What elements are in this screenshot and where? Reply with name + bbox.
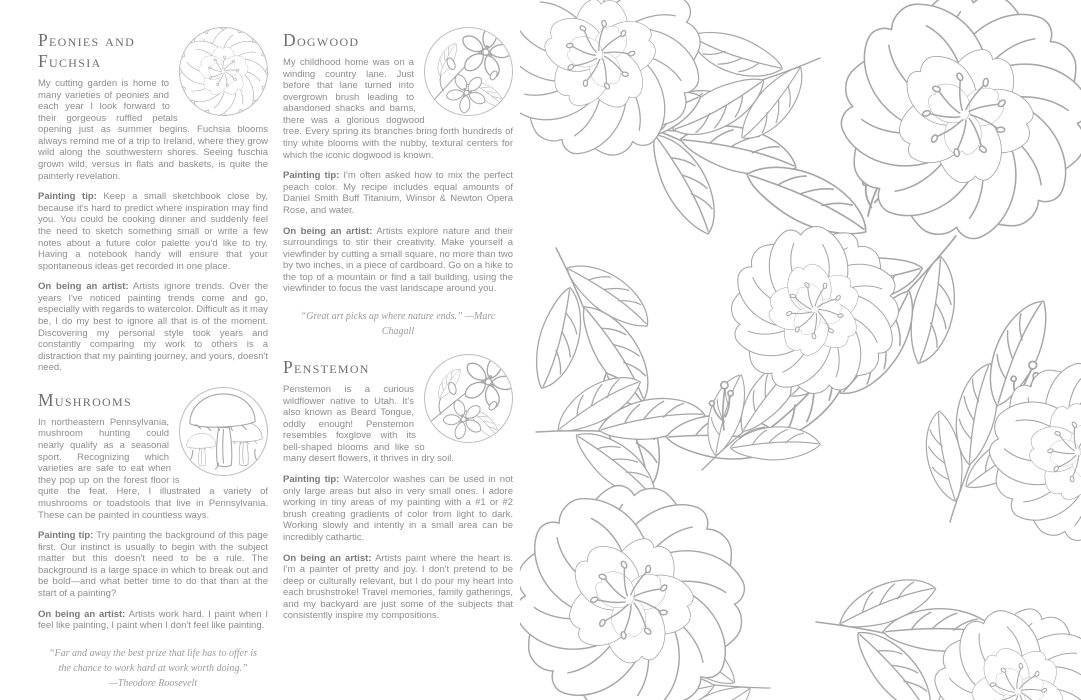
intro-paragraph: My cutting garden is home to many varieties of peonies and each year I look forward to their gorgeous ruffled petals opening just as summer begins. Fuchsia blooms always remind me of a trip to Ireland, where they grow wild along the southwestern shores. Seeing fuschia grown wild, versus in flats and baskets, is quite the painterly revelation. — [38, 78, 268, 182]
artist-paragraph — [38, 609, 268, 632]
painting-tip-label: Painting tip: — [38, 530, 94, 542]
chagall-quote — [289, 309, 507, 339]
painting-tip-text: Keep a small sketchbook close by, because it's hard to predict where inspiration may find you. You could be cooking dinner and suddenly feel the need to sketch something small or write a few notes about a future color palette you'd like to try. Having a notebook handy will ensure that your spontaneous ideas get recorded in one place. — [38, 191, 268, 272]
artist-text: Artists explore nature and their surroundings to stir their creativity. Make yourself a viewfinder by cutting a small square, no more than two by two inches, in a piece of cardboard. Go on a hike to the top of a mountain or find a tall building, using the viewfinder to focus the vast landscape around you. — [283, 225, 513, 295]
right-page — [520, 0, 1081, 700]
painting-tip-label: Painting tip: — [38, 191, 97, 203]
mushrooms-thumbnail-icon — [179, 387, 268, 476]
section-heading: Mushrooms — [38, 389, 132, 410]
penstemon-thumbnail-icon — [424, 354, 513, 443]
painting-tip-label: Painting tip: — [283, 474, 340, 486]
artist-text: Artists work hard. I paint when I feel like painting, I paint when I don't feel like painting. — [38, 608, 268, 632]
quote-text: “Great art picks up where nature ends.” —Marc Chagall — [300, 310, 496, 337]
dogwood-thumbnail-icon — [424, 27, 513, 116]
section-heading: Dogwood — [283, 30, 360, 50]
intro-paragraph: My childhood home was on a winding country lane. Just before that lane turned into overgrown brush leading to abandoned shacks and barns, there was a glorious dogwood tree. Every spring its branches bring forth hundreds of tiny white blooms with the nubby, textural centers for which the iconic dogwood is known. — [283, 57, 513, 161]
roosevelt-quote — [44, 646, 262, 691]
left-page — [0, 0, 520, 700]
painting-tip-paragraph — [38, 530, 268, 599]
painting-tip-label: Painting tip: — [283, 170, 340, 182]
artist-label: On being an artist: — [38, 281, 129, 293]
section-mushrooms — [38, 390, 268, 691]
left-column — [38, 30, 268, 700]
peony-thumbnail-icon — [179, 27, 268, 116]
artist-label: On being an artist: — [38, 608, 126, 620]
right-column — [283, 30, 513, 700]
quote-text: “Far and away the best prize that life has to offer is the chance to work hard at work worth doing.” — [48, 647, 258, 674]
painting-tip-paragraph — [283, 474, 513, 543]
painting-tip-paragraph — [38, 191, 268, 272]
section-heading: Peonies and Fuchsia — [38, 30, 136, 71]
artist-text: Artists ignore trends. Over the years I've noticed painting trends come and go, especially with regards to watercolor. Difficult as it may be, I do my best to ignore all that is of the moment. Discovering my personal style took years and constantly comparing my work to others is a distraction that my painting journey, and yours, doesn't need. — [38, 281, 268, 374]
artist-label: On being an artist: — [283, 225, 373, 237]
artist-paragraph — [283, 226, 513, 295]
section-peonies-and-fuchsia — [38, 30, 268, 374]
peony-floral-pattern-illustration — [520, 0, 1081, 700]
intro-paragraph: In northeastern Pennsylvania, mushroom hunting could nearly qualify as a seasonal sport. Recognizing which varieties are safe to eat when they pop up on the forest floor is quite the feat. Here, I illustrated a variety of mushrooms or toadstools that live in Pennsylvania. These can be painted in countless ways. — [38, 416, 268, 521]
intro-paragraph: Penstemon is a curious wildflower native to Utah. It's also known as Beard Tongue, oddly enough! Penstemon resembles foxglove with its bell-shaped blooms and like so many desert flowers, it thrives in dry soil. — [283, 383, 455, 465]
artist-label: On being an artist: — [283, 552, 372, 564]
section-penstemon — [283, 357, 513, 622]
artist-paragraph — [283, 553, 513, 622]
painting-tip-text: Watercolor washes can be used in not only large areas but also in very small ones. I adore working in tiny areas of my painting with a #1 or #2 brush creating gradients of color from light to dark. Working slowly and intently in a small area can be incredibly cathartic. — [283, 474, 513, 543]
section-heading: Penstemon — [283, 356, 370, 377]
section-dogwood — [283, 30, 513, 339]
artist-text: Artists paint where the heart is. I'm a painter of pretty and joy. I don't pretend to be deep or culturally relevant, but I do pour my heart into each brushstroke! Travel memories, family gatherings, and my backyard are just some of the subjects that consistently inspire my compositions. — [283, 552, 513, 622]
painting-tip-text: I'm often asked how to mix the perfect peach color. My recipe includes equal amounts of Daniel Smith Buff Titanium, Winsor & Newton Opera Rose, and water. — [283, 170, 513, 216]
painting-tip-text: Try painting the background of this page first. Our instinct is usually to begin with the subject matter but this doesn't need to be a rule. The background is a large space in which to break out and be bold—and what better time to do that than at the start of a painting? — [38, 530, 268, 599]
artist-paragraph — [38, 281, 268, 374]
quote-attribution: —Theodore Roosevelt — [108, 677, 198, 689]
painting-tip-paragraph — [283, 170, 513, 216]
